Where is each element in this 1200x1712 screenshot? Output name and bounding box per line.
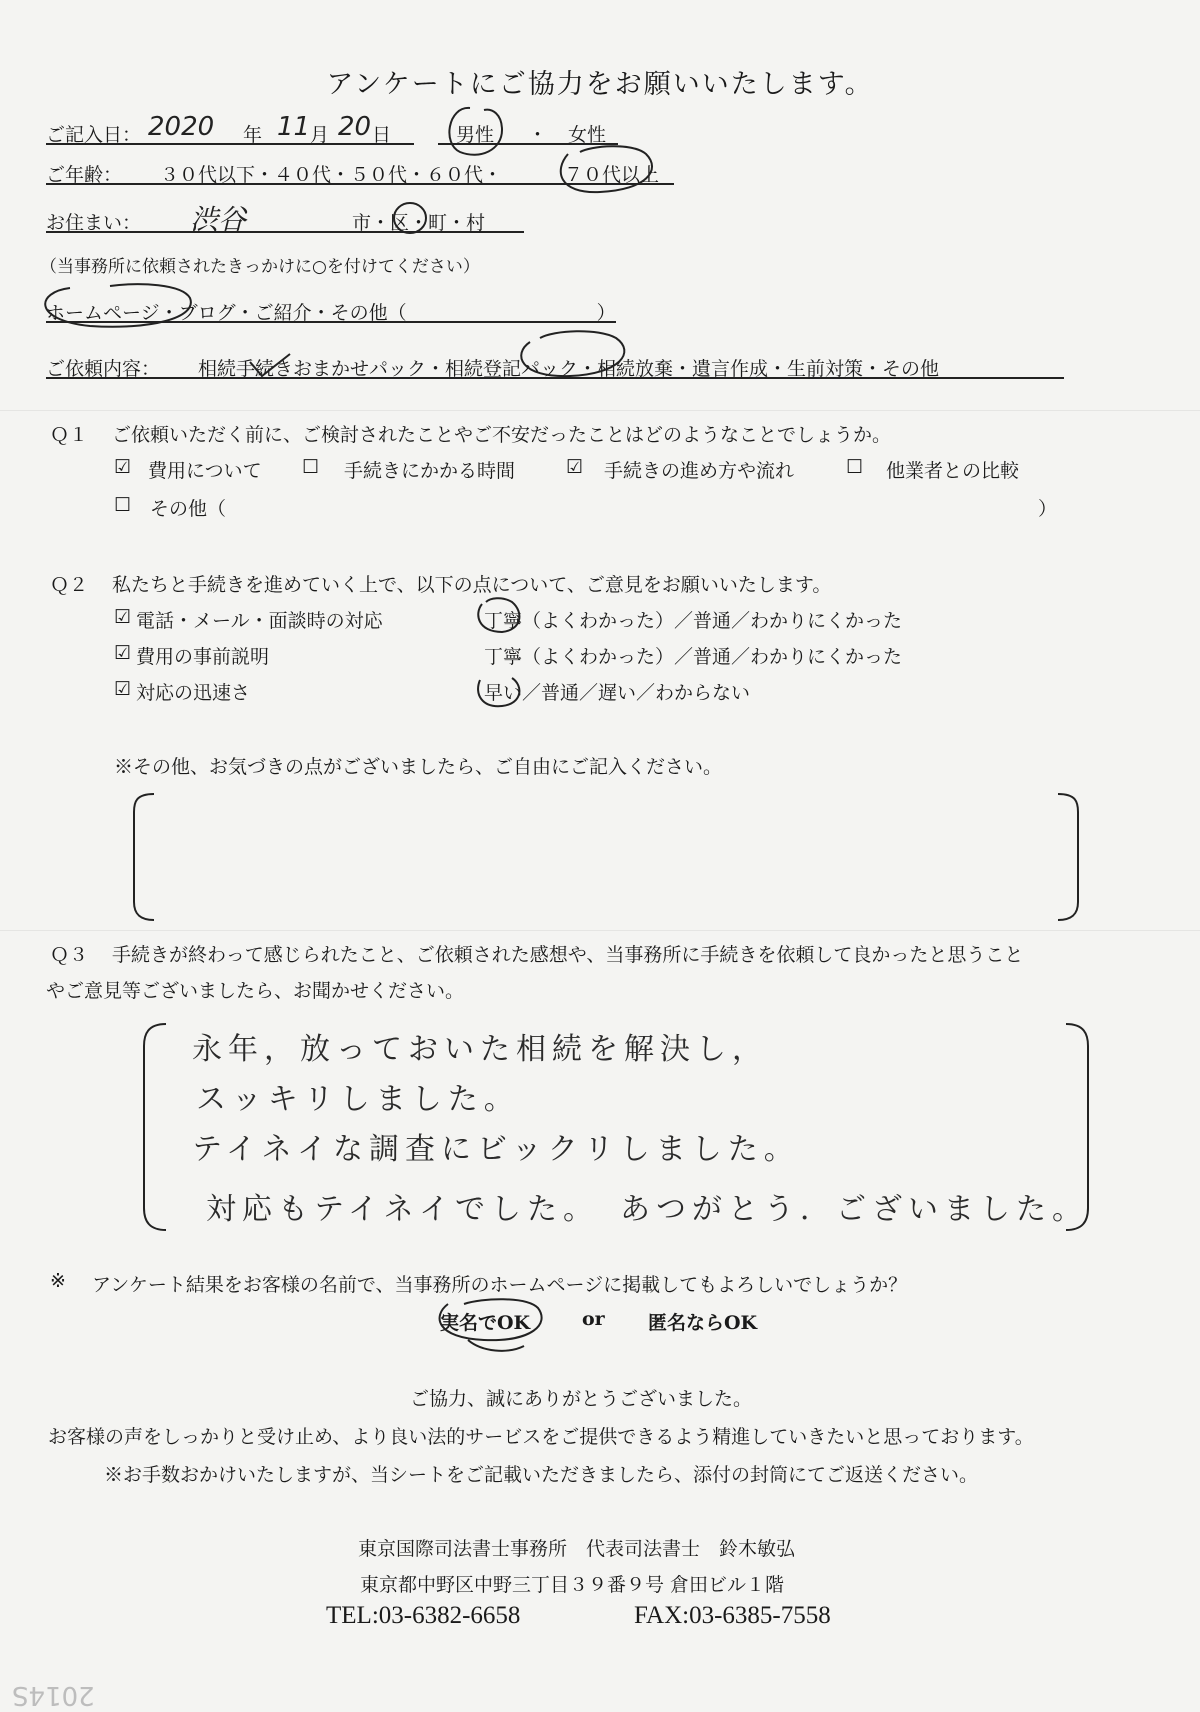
q2-checkbox-1[interactable]: ☑ bbox=[114, 606, 132, 628]
office-tel: TEL:03-6382-6658 bbox=[326, 1602, 521, 1629]
publish-mark: ※ bbox=[50, 1270, 66, 1292]
thanks-line-1: ご協力、誠にありがとうございました。 bbox=[410, 1388, 753, 1410]
q2-item-2-answer: 丁寧（よくわかった）／普通／わかりにくかった bbox=[484, 646, 903, 668]
q2-item-1-answer: 丁寧（よくわかった）／普通／わかりにくかった bbox=[484, 610, 903, 632]
thanks-line-2: お客様の声をしっかりと受け止め、より良い法的サービスをご提供できるよう精進していきたいと思っております。 bbox=[48, 1426, 1034, 1448]
q1-number: Ｑ１ bbox=[50, 424, 89, 446]
referral-options: ホームページ・ブログ・ご紹介・その他（ ） bbox=[46, 302, 616, 324]
publish-circle-mark bbox=[428, 1296, 558, 1356]
age-label: ご年齢： bbox=[46, 164, 123, 186]
gender-circle-mark bbox=[440, 104, 520, 160]
referral-note: （当事務所に依頼されたきっかけに○を付けてください） bbox=[40, 257, 480, 277]
residence-label: お住まい： bbox=[46, 212, 142, 234]
q2-item-3-label: 対応の迅速さ bbox=[136, 682, 251, 704]
entry-day-unit: 日 bbox=[372, 124, 392, 146]
q3-answer-line-2: スッキリしました。 bbox=[196, 1082, 520, 1117]
q1-option-3: 手続きの進め方や流れ bbox=[604, 460, 795, 482]
q2-text: 私たちと手続きを進めていく上で、以下の点について、ご意見をお願いいたします。 bbox=[112, 574, 832, 596]
q1-checkbox-3[interactable]: ☑ bbox=[566, 456, 584, 478]
q3-number: Ｑ３ bbox=[50, 944, 89, 966]
q3-text-2: やご意見等ございましたら、お聞かせください。 bbox=[46, 980, 465, 1002]
fold-line-2 bbox=[0, 930, 1200, 931]
office-fax: FAX:03-6385-7558 bbox=[634, 1602, 831, 1629]
residence-circle-mark bbox=[390, 198, 430, 238]
residence-underline bbox=[46, 231, 524, 233]
q1-option-1: 費用について bbox=[148, 460, 262, 482]
age-options: ３０代以下・４０代・５０代・６０代・ bbox=[160, 164, 503, 186]
gender-male: 男性 bbox=[456, 124, 495, 146]
fold-line bbox=[0, 410, 1200, 411]
publish-question: アンケート結果をお客様の名前で、当事務所のホームページに掲載してもよろしいでしょうか？ bbox=[92, 1274, 908, 1296]
office-address: 東京都中野区中野三丁目３９番９号 倉田ビル１階 bbox=[360, 1574, 785, 1596]
referral-circle-mark bbox=[30, 282, 200, 332]
residence-value: 渋谷 bbox=[190, 203, 247, 236]
q3-text-1: 手続きが終わって感じられたこと、ご依頼された感想や、当事務所に手続きを依頼して良かったと思うこと bbox=[112, 944, 1024, 966]
q1-option-5-close: ） bbox=[1038, 498, 1058, 520]
gender-female: 女性 bbox=[568, 124, 607, 146]
q3-answer-line-1: 永年，放っておいた相続を解決し， bbox=[192, 1032, 768, 1067]
office-name: 東京国際司法書士事務所 代表司法書士 鈴木敏弘 bbox=[358, 1538, 796, 1560]
q2-item-2-label: 費用の事前説明 bbox=[136, 646, 270, 668]
q1-checkbox-5[interactable]: ☐ bbox=[114, 494, 132, 516]
entry-date-label: ご記入日： bbox=[46, 124, 142, 146]
entry-month-unit: 月 bbox=[310, 124, 330, 146]
q2-checkbox-3[interactable]: ☑ bbox=[114, 678, 132, 700]
q1-checkbox-2[interactable]: ☐ bbox=[302, 456, 320, 478]
q1-option-2: 手続きにかかる時間 bbox=[344, 460, 516, 482]
q2-circle-marks bbox=[472, 594, 532, 714]
residence-units: 市・区・町・村 bbox=[352, 212, 486, 234]
publish-option-anon[interactable]: 匿名ならOK bbox=[648, 1312, 758, 1334]
entry-date-underline bbox=[46, 143, 414, 145]
q3-answer-line-4: 対応もテイネイでした。 あつがとう．ございました。 bbox=[206, 1192, 1088, 1227]
publish-or: or bbox=[582, 1308, 605, 1330]
age-last-option: ７０代以上 bbox=[564, 164, 660, 186]
q2-checkbox-2[interactable]: ☑ bbox=[114, 642, 132, 664]
entry-day: 20 bbox=[338, 112, 372, 142]
age-circle-mark bbox=[550, 140, 670, 198]
request-circle-mark bbox=[510, 326, 640, 386]
q3-answer-line-3: テイネイな調査にビックリしました。 bbox=[192, 1132, 800, 1167]
faint-stamp: 2014S bbox=[12, 1680, 95, 1710]
q1-option-4: 他業者との比較 bbox=[886, 460, 1020, 482]
entry-year: 2020 bbox=[148, 112, 215, 142]
request-label: ご依頼内容： bbox=[46, 358, 161, 380]
q2-number: Ｑ２ bbox=[50, 574, 89, 596]
q2-other-note: ※その他、お気づきの点がございましたら、ご自由にご記入ください。 bbox=[114, 756, 723, 778]
q2-comment-box bbox=[132, 792, 1082, 922]
q1-checkbox-1[interactable]: ☑ bbox=[114, 456, 132, 478]
q1-option-5: その他（ bbox=[150, 498, 227, 520]
q1-text: ご依頼いただく前に、ご検討されたことやご不安だったことはどのようなことでしょうか。 bbox=[112, 424, 892, 446]
entry-month: 11 bbox=[277, 112, 311, 142]
q1-checkbox-4[interactable]: ☐ bbox=[846, 456, 864, 478]
page-title: アンケートにご協力をお願いいたします。 bbox=[326, 69, 874, 100]
publish-option-real[interactable]: 実名でOK bbox=[440, 1312, 531, 1334]
q2-item-3-answer: 早い／普通／遅い／わからない bbox=[484, 682, 751, 704]
gender-sep: ・ bbox=[528, 124, 548, 146]
request-tick-mark bbox=[246, 352, 296, 382]
thanks-line-3: ※お手数おかけいたしますが、当シートをご記載いただきましたら、添付の封筒にてご返送ください。 bbox=[104, 1464, 979, 1486]
request-options: 相続手続きおまかせパック・相続登記パック・相続放棄・遺言作成・生前対策・その他 bbox=[198, 358, 940, 380]
entry-year-unit: 年 bbox=[243, 124, 263, 146]
q2-item-1-label: 電話・メール・面談時の対応 bbox=[136, 610, 383, 632]
